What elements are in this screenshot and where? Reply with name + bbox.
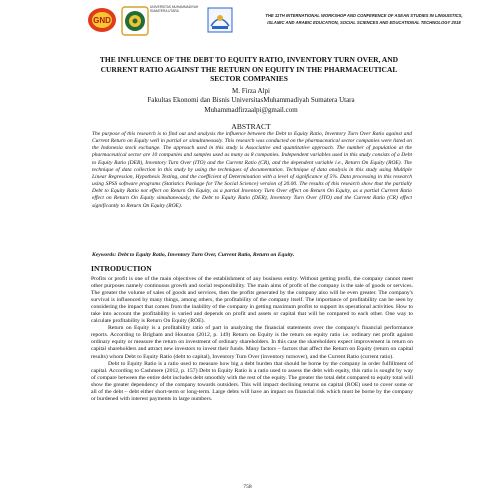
svg-text:GND: GND (93, 16, 111, 25)
conference-line-2: ISLAMIC AND ARABIC EDUCATION, SOCIAL SCIENCES AND EDUCATIONAL TECHNOLOGY 2018 (267, 20, 461, 25)
intro-paragraph-2: Return on Equity is a profitability ratio of part in analyzing the financial statements over the company's financial performance reports. According to Brigham and Houston (2012, p. 149) Return on Equity is the return on equity ratio i.e. ordinary net profit against ordinary equity or measure the return on investment of ordinary shareholders. In this case the shareholders expect improvement in return on capital shareholders and attract new investors to invest their funds. Many factors – factors that affect the Return on Equity (return on capital results) whom Debt to Equity Ratio (debt to capital), Inventory Turn Over (inventory turnover), and the Current Ratio (current ratio). (91, 325, 413, 360)
introduction-heading: INTRODUCTION (91, 264, 152, 273)
gnd-logo-icon (86, 6, 118, 34)
abstract-heading: ABSTRACT (231, 122, 271, 131)
abstract-text: The purpose of this research is to find out and analysis the influence between the Debt to Equity Ratio, Inventory Turn Over Ratio against and Current Return on Equity well in partial or simultaneously. This research was conducted on the pharmaceutical sector companies were listed on the Indonesia stock exchange. The approach used in this study is Associative and quantitative approach. The number of population at the pharmaceutical sector are 10 companies and samples used as many as 8 companies. Independent variables used in this study consists of a Debt to Equity Ratio (DER), Inventory Turn Over (ITO) and the Current Ratio (CR), and the dependent variable i.e., Return On Equity (ROE). The technique of data collection in this study by using the techniques of documentation. Technique of data analysis in this study using Multiple Linear Regression, Hypothesis Testing, and the coefficient of Determination with a level of significance of 5%. Data processing in this research using SPSS software programs (Statistics Package for The Social Science) version of 20.00. The results of this research show that the partially Debt to Equity Ratio not effect on Return On Equity, as a partial Inventory Turn Over effect on Return On Equity, as a partial Current Ratio effect on Return On Equity simultaneously, the Debt to Equity Ratio (DER), Inventory Turn Over (ITO) and the Current Ratio (CR) effect significantly to Return On Equity (ROE). (92, 131, 412, 209)
intro-paragraph-1: Profits or profit is one of the main objectives of the establishment of any business entity. Without getting profit, the company cannot meet other purposes namely continuous growth and social responsibility. The main aims of profit of the company is the sale of goods or services. The greater the volume of sales of goods and services, then the profits generated by the company also will be even greater. The company's survival is influenced by many things, among others, the profitability of the company itself. The importance of profitability can be seen by considering the impact that comes from the inability of the company in getting maximum profits to support its operational activities. How to take into account the profitability is varied and depends on profit and assets or capital that will be compared to each other. One way to calculate profitability is Return On Equity (ROE). (91, 276, 413, 325)
author-name: M. Firza Alpi (232, 87, 270, 95)
keywords: Keywords: Debt to Equity Ratio, Inventory Turn Over, Current Ratio, Return on Equity. (92, 252, 295, 258)
conference-header (238, 12, 490, 26)
satellite-logo-icon (206, 6, 234, 34)
author-email: Muhammadfirzaalpi@gmail.com (204, 105, 298, 114)
conference-line-1: THE 11TH INTERNATIONAL WORKSHOP AND CONFERENCE OF ASEAN STUDIES IN LINGUISTICS, (265, 13, 463, 18)
author-affiliation: Fakultas Ekonomi dan Bisnis UniversitasMuhammadiyah Sumatera Utara (147, 96, 355, 105)
page-number: 758 (243, 484, 252, 490)
introduction-body (91, 276, 413, 403)
author-block (86, 87, 416, 115)
intro-paragraph-3: Debt to Equity Ratio is a ratio used to measure how big a debt burden that should be borne by the company in order fulfillment of capital. According to Cashmere (2012, p. 157) Debt to Equity Ratio is a ratio used to assess the debt with equity, this ratio is sought by way of compare between the entire debt includes debt smoothly with the rest of the equity. The greater the total debt compared to equity total will show the greater dependency of the company towards outsiders. This will impact declining returns on capital (ROE) used to cover some or all of the debt – debt either short-term or long-term. Large debts will have an impact on financial risk which must be borne by the company or burdened with interest payments in large numbers. (91, 360, 413, 402)
paper-title: THE INFLUENCE OF THE DEBT TO EQUITY RATIO, INVENTORY TURN OVER, AND CURRENT RATIO AGAINST THE RETURN ON EQUITY IN THE PHARMACEUTICAL SECTOR COMPANIES (99, 55, 399, 84)
university-name: UNIVERSITAS MUHAMMADIYAH SUMATERA UTARA (150, 5, 199, 13)
